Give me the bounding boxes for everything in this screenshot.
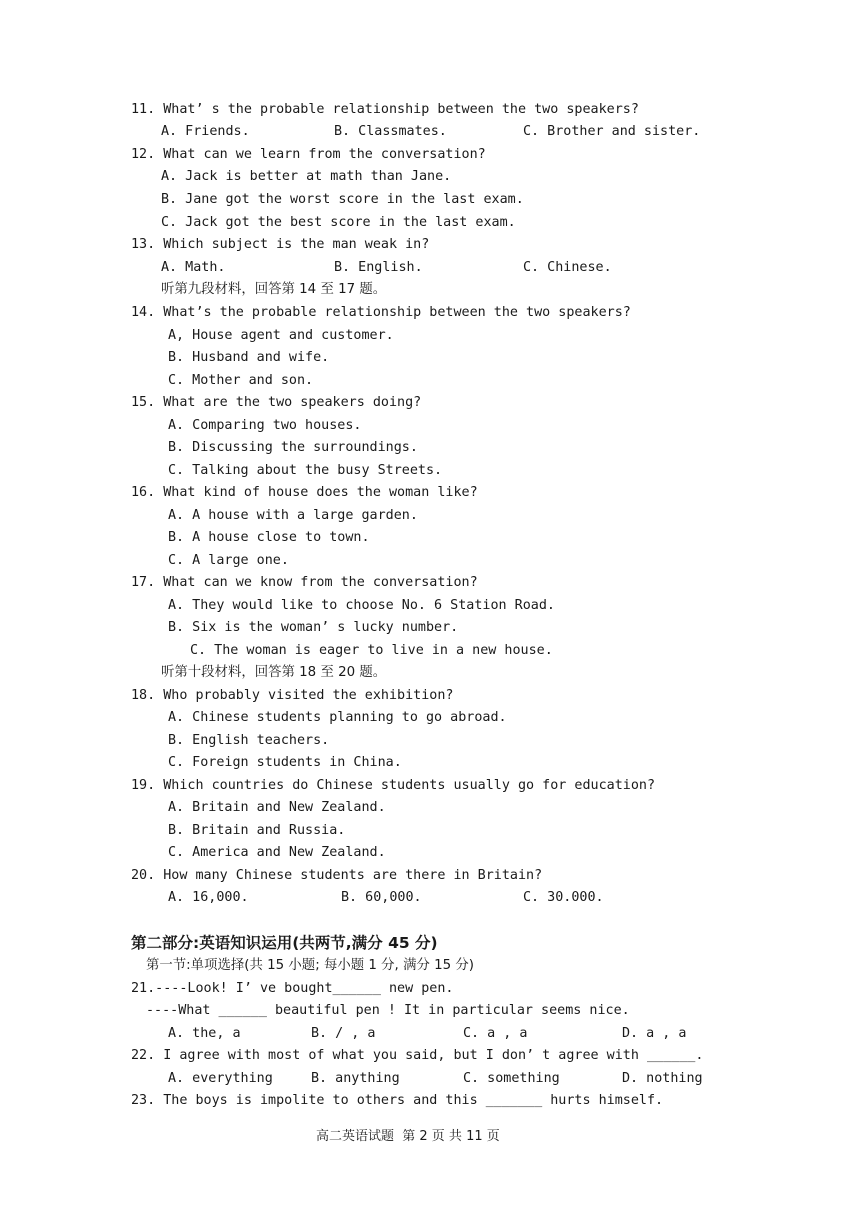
option-12c: C. Jack got the best score in the last exam.: [161, 215, 516, 230]
question-21: 21.----Look! I’ ve bought______ new pen.: [131, 981, 454, 996]
question-13: 13. Which subject is the man weak in?: [131, 237, 430, 252]
option-19b: B. Britain and Russia.: [168, 823, 346, 838]
option-11b: B. Classmates.: [334, 124, 447, 139]
option-15a: A. Comparing two houses.: [168, 418, 362, 433]
option-18c: C. Foreign students in China.: [168, 755, 402, 770]
option-18b: B. English teachers.: [168, 733, 330, 748]
question-12: 12. What can we learn from the conversation?: [131, 147, 486, 162]
option-16a: A. A house with a large garden.: [168, 508, 418, 523]
section-one-heading: 第一节:单项选择(共 15 小题; 每小题 1 分, 满分 15 分): [146, 958, 475, 973]
option-12b: B. Jane got the worst score in the last exam.: [161, 192, 524, 207]
question-14: 14. What’s the probable relationship between the two speakers?: [131, 305, 631, 320]
option-22c: C. something: [463, 1071, 560, 1086]
option-21b: B. / , a: [311, 1026, 376, 1041]
option-20a: A. 16,000.: [168, 890, 249, 905]
option-12a: A. Jack is better at math than Jane.: [161, 169, 452, 184]
option-16b: B. A house close to town.: [168, 530, 370, 545]
option-22d: D. nothing: [622, 1071, 703, 1086]
option-16c: C. A large one.: [168, 553, 289, 568]
option-22a: A. everything: [168, 1071, 273, 1086]
option-14a: A, House agent and customer.: [168, 328, 394, 343]
question-22: 22. I agree with most of what you said, but I don’ t agree with ______.: [131, 1048, 704, 1063]
option-18a: A. Chinese students planning to go abroad.: [168, 710, 507, 725]
option-19c: C. America and New Zealand.: [168, 845, 386, 860]
option-14c: C. Mother and son.: [168, 373, 314, 388]
option-14b: B. Husband and wife.: [168, 350, 330, 365]
question-11: 11. What’ s the probable relationship between the two speakers?: [131, 102, 639, 117]
question-16: 16. What kind of house does the woman like?: [131, 485, 478, 500]
question-20: 20. How many Chinese students are there in Britain?: [131, 868, 543, 883]
question-18: 18. Who probably visited the exhibition?: [131, 688, 454, 703]
option-21c: C. a , a: [463, 1026, 528, 1041]
option-17c: C. The woman is eager to live in a new house.: [190, 643, 553, 658]
option-17b: B. Six is the woman’ s lucky number.: [168, 620, 459, 635]
option-19a: A. Britain and New Zealand.: [168, 800, 386, 815]
listening-instruction-9: 听第九段材料，回答第 14 至 17 题。: [161, 282, 387, 297]
question-17: 17. What can we know from the conversation?: [131, 575, 478, 590]
option-13c: C. Chinese.: [523, 260, 612, 275]
option-17a: A. They would like to choose No. 6 Station Road.: [168, 598, 555, 613]
option-20b: B. 60,000.: [341, 890, 422, 905]
listening-instruction-10: 听第十段材料，回答第 18 至 20 题。: [161, 665, 387, 680]
option-21a: A. the, a: [168, 1026, 241, 1041]
option-15c: C. Talking about the busy Streets.: [168, 463, 443, 478]
question-15: 15. What are the two speakers doing?: [131, 395, 422, 410]
option-20c: C. 30.000.: [523, 890, 604, 905]
option-21d: D. a , a: [622, 1026, 687, 1041]
question-23: 23. The boys is impolite to others and this _______ hurts himself.: [131, 1093, 664, 1108]
option-11a: A. Friends.: [161, 124, 250, 139]
option-15b: B. Discussing the surroundings.: [168, 440, 418, 455]
part-two-heading: 第二部分:英语知识运用(共两节,满分 45 分): [131, 934, 438, 952]
page-footer: 高二英语试题 第 2 页 共 11 页: [316, 1129, 500, 1144]
option-22b: B. anything: [311, 1071, 400, 1086]
option-11c: C. Brother and sister.: [523, 124, 701, 139]
option-13a: A. Math.: [161, 260, 226, 275]
question-21-response: ----What ______ beautiful pen ! It in particular seems nice.: [146, 1003, 630, 1018]
option-13b: B. English.: [334, 260, 423, 275]
question-19: 19. Which countries do Chinese students usually go for education?: [131, 778, 656, 793]
